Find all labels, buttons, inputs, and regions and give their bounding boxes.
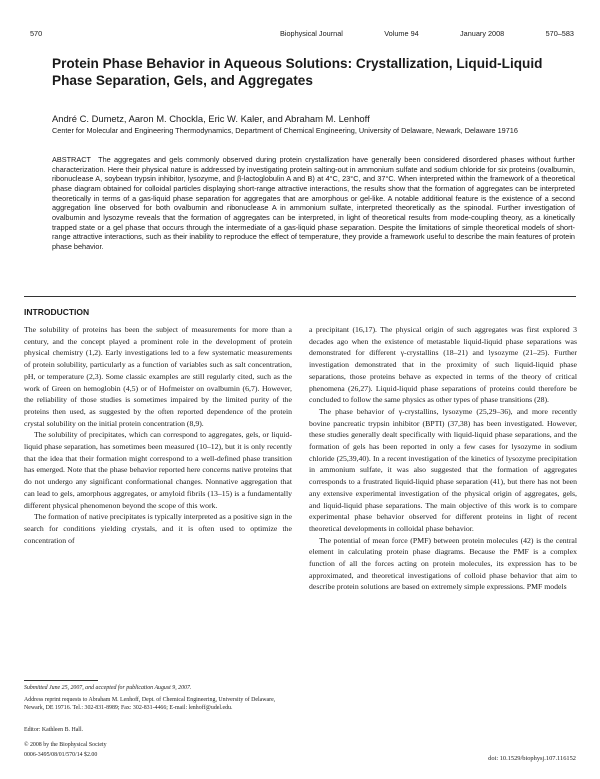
journal-name: Biophysical Journal — [280, 29, 343, 38]
editor-note: Editor: Kathleen B. Hall. — [24, 727, 84, 733]
right-column — [309, 324, 577, 593]
author-list: André C. Dumetz, Aaron M. Chockla, Eric W. Kaler, and Abraham M. Lenhoff — [52, 113, 370, 124]
footnote-divider — [24, 680, 98, 681]
reprint-address: Address reprint requests to Abraham M. Lenhoff, Dept. of Chemical Engineering, University of Delaware, Newark, DE 19716. Tel.: 302-831-8989; Fax: 302-831-4466; E-mail: lenhoff@udel.edu. — [24, 697, 276, 711]
issn: 0006-3495/08/01/570/14 $2.00 — [24, 752, 98, 758]
paragraph: The potential of mean force (PMF) between protein molecules (42) is the central element in calculating protein phase diagrams. Because the PMF is a complex function of all the forces acting on protein molecules, its expression has to be approximated, and theoretical investigations of colloid phase behavior that aim to describe protein solutions are based on extremely simple expressions. PMF models — [309, 535, 577, 592]
journal-volume: Volume 94 — [384, 29, 419, 38]
doi: doi: 10.1529/biophysj.107.116152 — [488, 755, 576, 762]
copyright: © 2008 by the Biophysical Society — [24, 742, 107, 748]
section-heading: INTRODUCTION — [24, 307, 90, 317]
abstract-text: The aggregates and gels commonly observed during protein crystallization have generally been considered disordered phases without further characterization. Here their physical nature is addressed by investigating protein salting-out in ammonium sulfate and sodium chloride for six proteins (ovalbumin, ribonuclease A, soybean trypsin inhibitor, lysozyme, and β-lactoglobulin A and B) at 4°C, 23°C, and 37°C. When interpreted within the framework of a theoretical phase diagram obtained for colloidal particles displaying short-range attractive interactions, the results show that the formation of aggregates can be interpreted theoretically in terms of a gas-liquid phase separation for aggregates that are amorphous or gel-like. A notable additional feature is the existence of a second aggregation line observed for both ovalbumin and ribonuclease A in ammonium sulfate, interpreted theoretically as the spinodal. Further investigation of ovalbumin and lysozyme reveals that the formation of aggregates can be interpreted, in light of theoretical results from mode-coupling theory, as a kinetically trapped state or a gel phase that occurs through the intermediate of a gas-liquid phase separation. Despite the limitations of simple theoretical models of short-range attractive interactions, such as their inability to reproduce the effect of temperature, they provide a framework useful to describe the main features of protein phase behavior. — [52, 155, 575, 251]
paragraph: The solubility of precipitates, which can correspond to aggregates, gels, or liquid-liquid phase separation, has sometimes been measured (10–12), but it is only recently that the idea that their formation might correspond to a well-defined phase transition has emerged. Note that the phase behavior reported here concerns native proteins that do not undergo any significant conformational changes. Nonnative aggregation that can lead to gels, amorphous aggregates, or amyloid fibrils (13–15) is a fundamentally different physical phenomenon beyond the scope of this work. — [24, 430, 292, 510]
affiliation: Center for Molecular and Engineering Thermodynamics, Department of Chemical Engineering, University of Delaware, Newark, Delaware 19716 — [52, 126, 518, 135]
submission-note: Submitted June 25, 2007, and accepted for publication August 9, 2007. — [24, 685, 192, 691]
paragraph: The formation of native precipitates is typically interpreted as a positive sign in the search for conditions yielding crystals, and it is often used to optimize the concentration of — [24, 512, 292, 545]
article-title: Protein Phase Behavior in Aqueous Solutions: Crystallization, Liquid-Liquid Phase Separation, Gels, and Aggregates — [52, 56, 543, 88]
paragraph: The solubility of proteins has been the subject of measurements for more than a century, and the concept played a prominent role in the development of protein physical chemistry (1,2). Early investigations led to a few systematic measurements of protein solubility, particularly as a function of variables such as salt concentration, pH, or temperature (2,3). Some classic examples are still regularly cited, such as the work of Green on hemoglobin (4,5) or of Hofmeister on ovalbumin (6,7). However, the reliability of those studies is sometimes impaired by the limited purity of the proteins then used, as suggested by the often reported dependence of the protein crystal solubility on the initial protein concentration (8,9). — [24, 325, 292, 428]
abstract — [52, 155, 575, 252]
paragraph: a precipitant (16,17). The physical origin of such aggregates was first explored 3 decades ago when the existence of metastable liquid-liquid phase separations was demonstrated for different γ-crystallins (18–21) and lysozyme (21–25). Further investigation demonstrated that in the proximity of such liquid-liquid phase separations, those proteins behave as expected in terms of the theory of critical phenomena (26,27). Liquid-liquid phase separations of proteins could therefore be concluded to follow the same physics as other types of phase transitions (28). — [309, 325, 577, 405]
left-column — [24, 324, 292, 546]
abstract-label: ABSTRACT — [52, 155, 91, 164]
journal-pages: 570–583 — [545, 29, 574, 38]
page-number: 570 — [30, 29, 43, 38]
journal-date: January 2008 — [460, 29, 505, 38]
running-header — [280, 29, 574, 38]
paragraph: The phase behavior of γ-crystallins, lysozyme (25,29–36), and more recently bovine pancreatic trypsin inhibitor (BPTI) (37,38) has been investigated. However, these studies generally dealt specifically with liquid-liquid phase separations, and the formation of gels has been reported in only a few cases for lysozyme in sodium chloride (25,39,40). In a recent investigation of the kinetics of lysozyme precipitation in ammonium sulfate, it was also suggested that the formation of aggregates corresponds to a frustrated liquid-liquid phase separation (41), but there has not been any extensive experimental investigation of the physical origin of aggregates, gels, and liquid-liquid phase separations. The main objective of this work is to compare experimental phase behavior observed for different proteins in light of recent theoretical developments in colloidal phase behavior. — [309, 406, 577, 533]
section-divider — [24, 296, 576, 297]
